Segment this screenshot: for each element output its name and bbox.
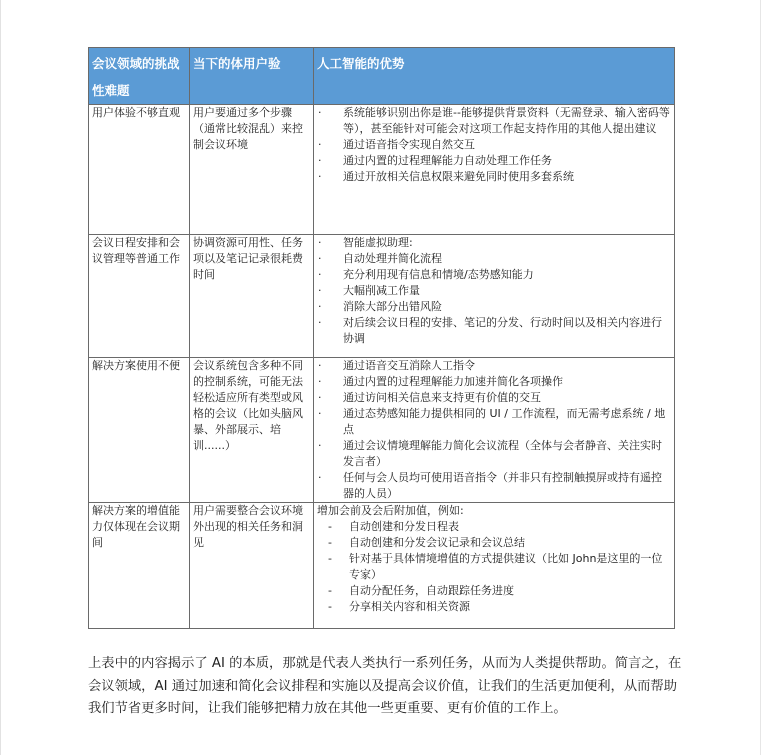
- list-item: - 自动分配任务，自动跟踪任务进度: [317, 583, 671, 599]
- list-item: - 针对基于具体情境增值的方式提供建议（比如 John是这里的一位专家）: [317, 551, 671, 583]
- header-ai-advantage: 人工智能的优势: [314, 48, 675, 105]
- table-row: [89, 503, 675, 629]
- comparison-table: [88, 47, 675, 629]
- list-item: · 通过态势感知能力提供相同的 UI / 工作流程，而无需考虑系统 / 地点: [317, 406, 671, 438]
- current-cell: 用户需要整合会议环境外出现的相关任务和洞见: [190, 503, 314, 629]
- header-current-experience: 当下的体用户验: [190, 48, 314, 105]
- list-item: · 大幅削减工作量: [317, 283, 671, 299]
- list-item: · 通过访问相关信息来支持更有价值的交互: [317, 390, 671, 406]
- bullet-list: [317, 235, 671, 347]
- table-row: [89, 105, 675, 235]
- current-cell: 用户要通过多个步骤（通常比较混乱）来控制会议环境: [190, 105, 314, 235]
- bullet-list: [317, 105, 671, 185]
- current-cell: 协调资源可用性、任务项以及笔记记录很耗费时间: [190, 235, 314, 358]
- challenge-cell: 解决方案使用不便: [89, 358, 190, 503]
- list-item: · 通过语音交互消除人工指令: [317, 358, 671, 374]
- list-item: - 分享相关内容和相关资源: [317, 599, 671, 615]
- list-intro: 增加会前及会后附加值，例如:: [317, 504, 464, 517]
- ai-advantage-cell: [314, 105, 675, 235]
- ai-advantage-cell: [314, 235, 675, 358]
- list-item: · 自动处理并简化流程: [317, 251, 671, 267]
- ai-advantage-cell: [314, 503, 675, 629]
- ai-advantage-cell: [314, 358, 675, 503]
- list-item: · 系统能够识别出你是谁--能够提供背景资料（无需登录、输入密码等等），甚至能针对可能会对这项工作起支持作用的其他人提出建议: [317, 105, 671, 137]
- challenge-cell: 用户体验不够直观: [89, 105, 190, 235]
- list-item: · 通过开放相关信息权限来避免同时使用多套系统: [317, 169, 671, 185]
- challenge-cell: 解决方案的增值能力仅体现在会议期间: [89, 503, 190, 629]
- table-row: [89, 235, 675, 358]
- list-item: - 自动创建和分发日程表: [317, 519, 671, 535]
- list-item: · 对后续会议日程的安排、笔记的分发、行动时间以及相关内容进行协调: [317, 315, 671, 347]
- table-row: [89, 358, 675, 503]
- challenge-cell: 会议日程安排和会议管理等普通工作: [89, 235, 190, 358]
- list-item: · 充分利用现有信息和情境/态势感知能力: [317, 267, 671, 283]
- page-border-left: [0, 0, 1, 755]
- dash-list: [317, 519, 671, 615]
- list-item: · 通过内置的过程理解能力自动处理工作任务: [317, 153, 671, 169]
- page-border-right: [760, 0, 761, 755]
- bullet-list: [317, 358, 671, 502]
- list-item: - 自动创建和分发会议记录和会议总结: [317, 535, 671, 551]
- table-header-row: [89, 48, 675, 105]
- list-item: · 通过会议情境理解能力简化会议流程（全体与会者静音、关注实时发言者）: [317, 438, 671, 470]
- current-cell: 会议系统包含多种不同的控制系统，可能无法轻松适应所有类型或风格的会议（比如头脑风暴、外部展示、培训......）: [190, 358, 314, 503]
- list-item: · 通过语音指令实现自然交互: [317, 137, 671, 153]
- list-item: · 智能虚拟助理:: [317, 235, 671, 251]
- list-item: · 任何与会人员均可使用语音指令（并非只有控制触摸屏或持有遥控器的人员）: [317, 470, 671, 502]
- summary-paragraph: 上表中的内容揭示了 AI 的本质，那就是代表人类执行一系列任务，从而为人类提供帮助。简言之，在会议领域，AI 通过加速和简化会议排程和实施以及提高会议价值，让我们的生活更加便利，从而帮助我们节省更多时间，让我们能够把精力放在其他一些更重要、更有价值的工作上。: [88, 656, 682, 716]
- list-item: · 消除大部分出错风险: [317, 299, 671, 315]
- list-item: · 通过内置的过程理解能力加速并简化各项操作: [317, 374, 671, 390]
- header-challenge: 会议领域的挑战性难题: [89, 48, 190, 105]
